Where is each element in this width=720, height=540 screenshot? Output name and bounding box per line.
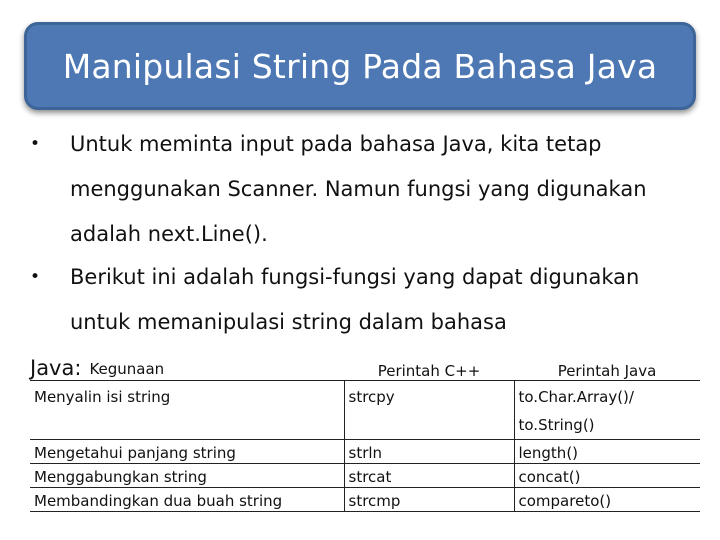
cell-java: compareto() <box>514 488 700 512</box>
cell-kegunaan: Membandingkan dua buah string <box>30 488 344 512</box>
cell-cpp: strcmp <box>344 488 514 512</box>
slide-title: Manipulasi String Pada Bahasa Java <box>62 46 658 86</box>
bullet-dot-icon: • <box>30 134 41 154</box>
cell-java: concat() <box>514 464 700 488</box>
table-row <box>30 464 700 488</box>
cell-java: length() <box>514 440 700 464</box>
cell-cpp: strln <box>344 440 514 464</box>
table-row <box>30 440 700 464</box>
bullet-item <box>30 122 710 262</box>
slide-title-box <box>24 22 696 110</box>
table-row <box>30 381 700 440</box>
cell-kegunaan: Menggabungkan string <box>30 464 344 488</box>
bullet-dot-icon: • <box>30 267 41 287</box>
bullet-text: Untuk meminta input pada bahasa Java, kita tetap menggunakan Scanner. Namun fungsi yang digunakan adalah next.Line(). <box>70 132 647 246</box>
bullet-item <box>30 255 710 365</box>
header-perintah-java: Perintah Java <box>557 362 657 380</box>
header-kegunaan <box>30 350 344 381</box>
cell-kegunaan: Menyalin isi string <box>30 381 344 440</box>
cell-cpp: strcpy <box>344 381 514 440</box>
cell-kegunaan: Mengetahui panjang string <box>30 440 344 464</box>
string-functions-table <box>30 350 700 512</box>
bullet-tail-text: Java: <box>30 356 82 380</box>
table-row <box>30 488 700 512</box>
header-kegunaan-label: Kegunaan <box>89 360 165 378</box>
bullet-text: Berikut ini adalah fungsi-fungsi yang dapat digunakan untuk memanipulasi string dalam bahasa <box>70 265 640 334</box>
table-header-row <box>30 350 700 381</box>
cell-cpp: strcat <box>344 464 514 488</box>
cell-java: to.Char.Array()/ to.String() <box>514 381 700 440</box>
header-perintah-cpp: Perintah C++ <box>377 362 481 380</box>
